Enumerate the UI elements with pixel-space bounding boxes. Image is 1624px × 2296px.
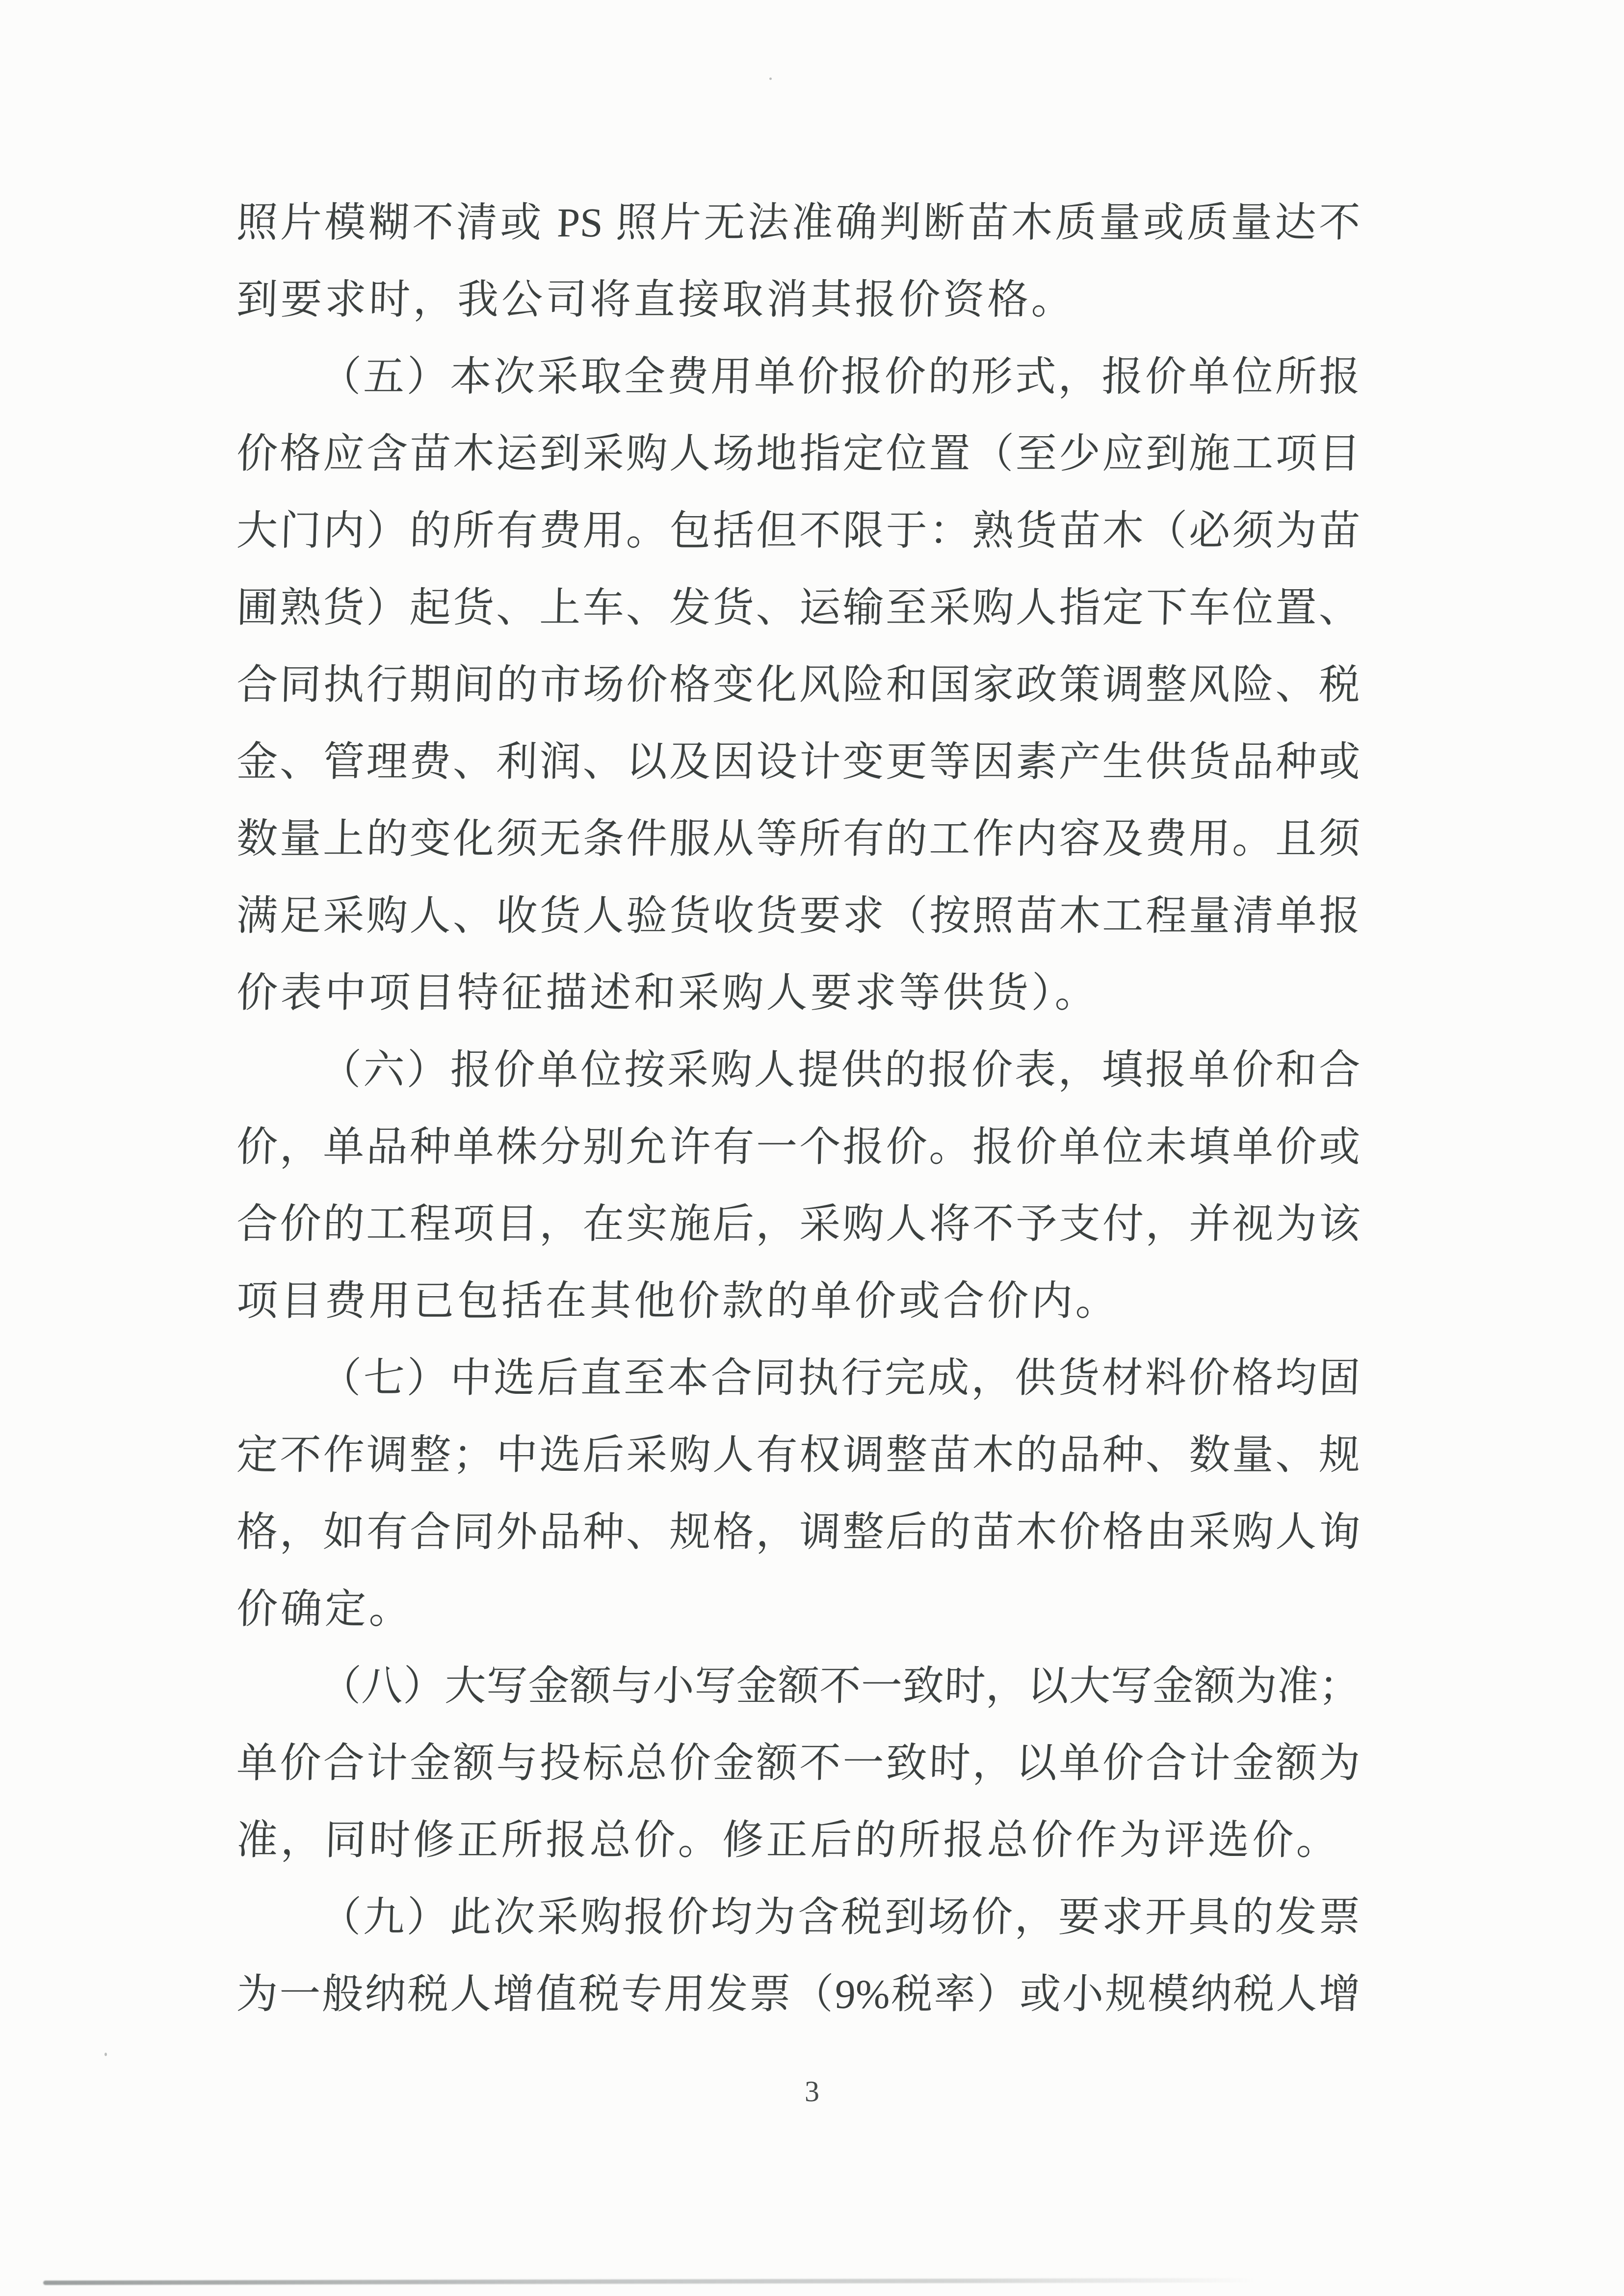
scan-speck [105,2053,107,2056]
text-line: 价表中项目特征描述和采购人要求等供货）。 [236,970,1100,1016]
text-line: （六）报价单位按采购人提供的报价表，填报单价和合 [319,1047,1361,1093]
text-line: （八）大写金额与小写金额不一致时，以大写金额为准； [319,1664,1361,1709]
text-line: 数量上的变化须无条件服从等所有的工作内容及费用。且须 [236,816,1361,862]
text-line: 为一般纳税人增值税专用发票（9%税率）或小规模纳税人增 [236,1972,1361,2017]
text-line: （五）本次采取全费用单价报价的形式，报价单位所报 [319,354,1361,400]
text-line: 到要求时，我公司将直接取消其报价资格。 [236,277,1076,323]
text-line: 满足采购人、收货人验货收货要求（按照苗木工程量清单报 [236,893,1361,939]
text-line: 单价合计金额与投标总价金额不一致时，以单价合计金额为 [236,1741,1361,1786]
text-line: 圃熟货）起货、上车、发货、运输至采购人指定下车位置、 [236,585,1361,631]
scan-speck [769,78,772,80]
text-line: 格，如有合同外品种、规格，调整后的苗木价格由采购人询 [236,1510,1361,1555]
text-line: 照片模糊不清或 PS 照片无法准确判断苗木质量或质量达不 [236,200,1361,246]
page-number: 3 [805,2075,819,2108]
text-line: 定不作调整；中选后采购人有权调整苗木的品种、数量、规 [236,1433,1361,1478]
text-line: （九）此次采购报价均为含税到场价，要求开具的发票 [319,1895,1361,1940]
text-line: 项目费用已包括在其他价款的单价或合价内。 [236,1278,1121,1324]
text-line: 合同执行期间的市场价格变化风险和国家政策调整风险、税 [236,662,1361,708]
text-line: 金、管理费、利润、以及因设计变更等因素产生供货品种或 [236,739,1361,785]
text-line: 合价的工程项目，在实施后，采购人将不予支付，并视为该 [236,1201,1361,1247]
text-line: 价确定。 [236,1587,414,1632]
scan-shadow-artifact [43,2278,1255,2285]
text-line: 价格应含苗木运到采购人场地指定位置（至少应到施工项目 [236,431,1361,477]
text-line: 大门内）的所有费用。包括但不限于：熟货苗木（必须为苗 [236,508,1361,554]
text-line: 价，单品种单株分别允许有一个报价。报价单位未填单价或 [236,1124,1361,1170]
text-line: （七）中选后直至本合同执行完成，供货材料价格均固 [319,1356,1361,1401]
document-body [236,184,1359,2033]
text-line: 准，同时修正所报总价。修正后的所报总价作为评选价。 [236,1818,1341,1863]
